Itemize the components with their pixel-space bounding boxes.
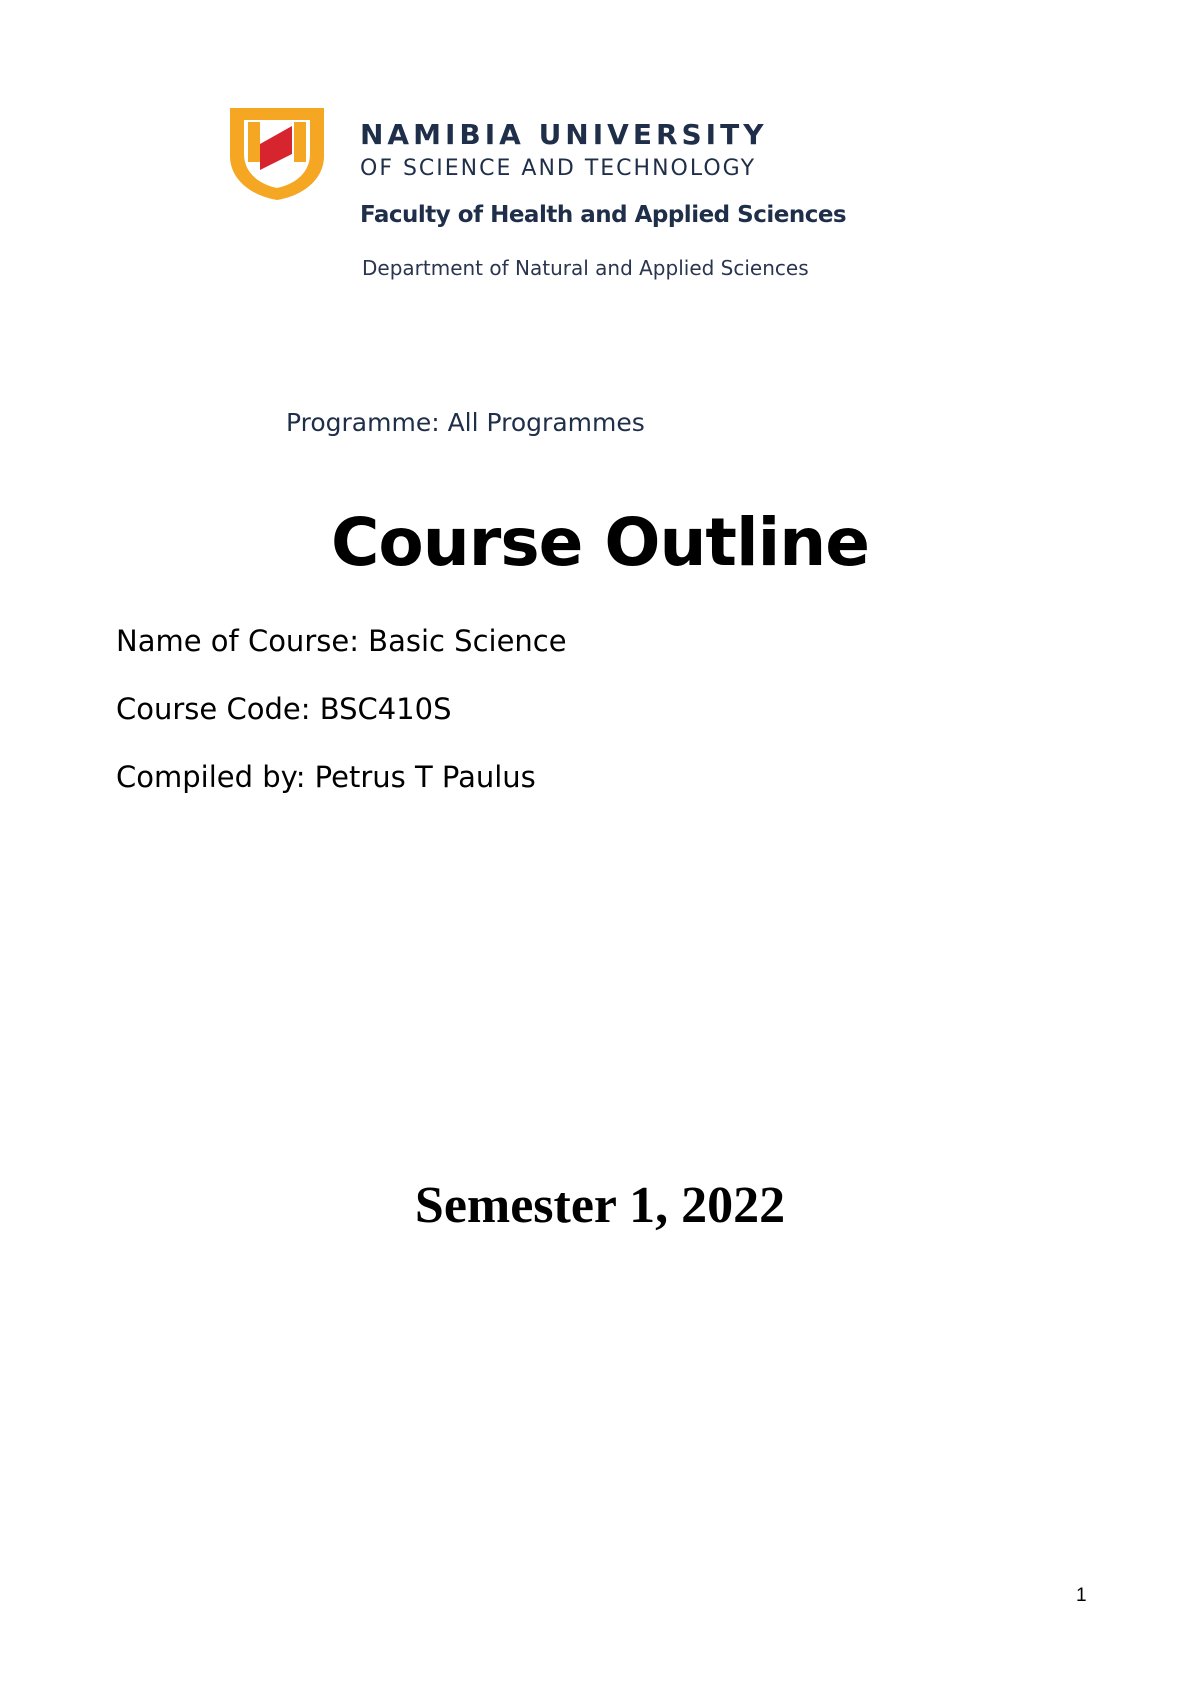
- university-name-line1: NAMIBIA UNIVERSITY: [360, 118, 768, 151]
- programme-line: Programme: All Programmes: [286, 408, 645, 437]
- semester-label: Semester 1, 2022: [414, 1177, 786, 1234]
- page-number: 1: [1076, 1585, 1087, 1606]
- university-name-line2: OF SCIENCE AND TECHNOLOGY: [360, 156, 757, 181]
- course-code: Course Code: BSC410S: [116, 692, 452, 726]
- department-name: Department of Natural and Applied Sciences: [362, 256, 809, 280]
- compiled-by: Compiled by: Petrus T Paulus: [116, 760, 536, 794]
- institution-header: [226, 104, 846, 294]
- document-title: Course Outline: [331, 504, 869, 581]
- course-name: Name of Course: Basic Science: [116, 624, 567, 658]
- faculty-name: Faculty of Health and Applied Sciences: [360, 202, 847, 228]
- university-crest-logo: [226, 104, 328, 202]
